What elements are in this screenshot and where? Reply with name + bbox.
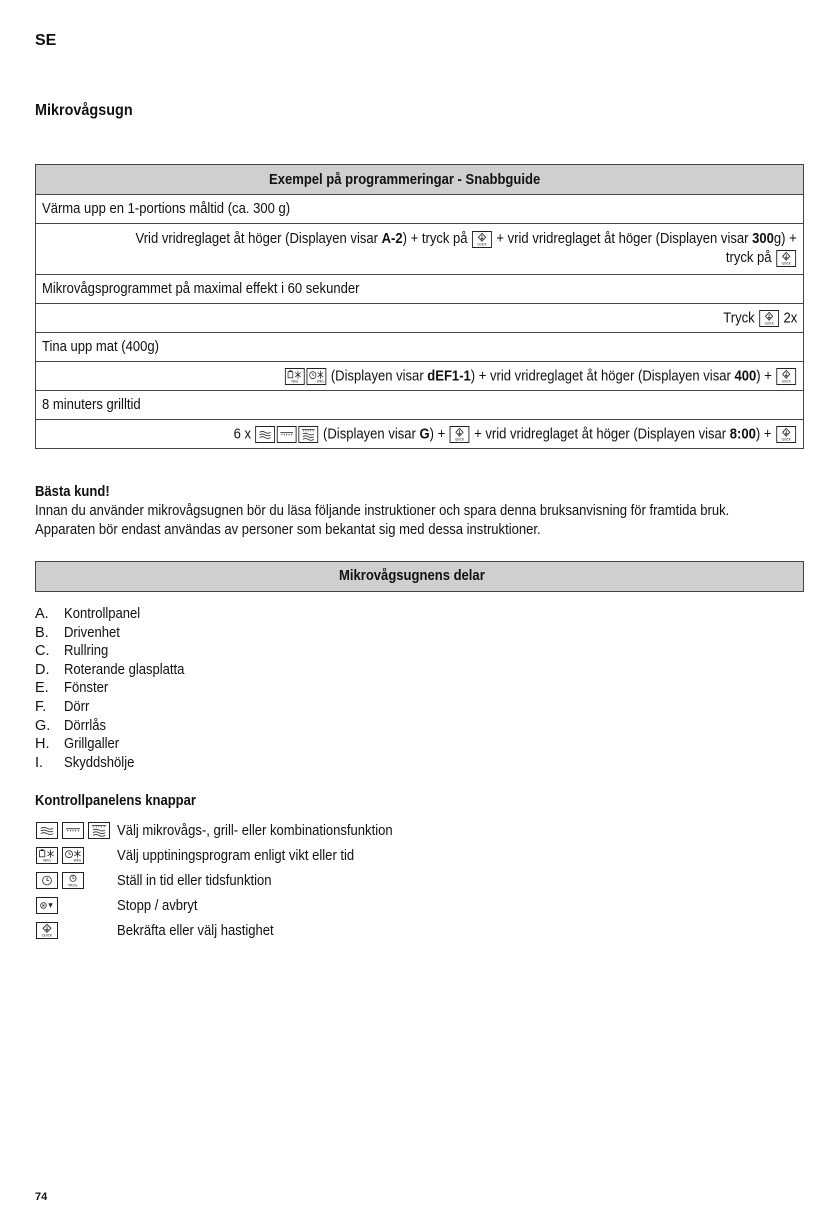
quick-guide-table	[35, 164, 804, 449]
clock-icon	[36, 872, 58, 889]
defrost-time-icon	[306, 368, 326, 385]
quick-start-icon	[776, 250, 796, 267]
list-item: B. Drivenhet	[35, 624, 120, 641]
program-icon	[62, 872, 84, 889]
button-description: Bekräfta eller välj hastighet	[117, 922, 274, 939]
quick-guide-title: Exempel på programmeringar - Snabbguide	[36, 165, 804, 195]
button-description: Välj mikrovågs-, grill- eller kombinationsfunktion	[117, 822, 393, 839]
table-row	[36, 333, 804, 362]
defrost-weight-icon	[36, 847, 58, 864]
table-row	[36, 275, 804, 304]
quick-start-icon	[759, 310, 779, 327]
language-code: SE	[35, 32, 57, 49]
row-label: Värma upp en 1-portions måltid (ca. 300 g)	[36, 195, 804, 224]
buttons-list	[35, 818, 423, 943]
quick-label: QUICK	[781, 437, 791, 442]
intro-text-line: Apparaten bör endast användas av personer som bekantat sig med dessa instruktioner.	[35, 522, 541, 538]
quick-label: QUICK	[455, 437, 465, 442]
page-title: Mikrovågsugn	[35, 102, 133, 119]
button-description: Välj upptiningsprogram enligt vikt eller tid	[117, 847, 355, 864]
microwave-icon	[36, 822, 58, 839]
intro-heading: Bästa kund!	[35, 484, 110, 500]
row-label: Mikrovågsprogrammet på maximal effekt i 60 sekunder	[36, 275, 804, 304]
microwave-icon	[256, 426, 276, 443]
list-item	[35, 918, 423, 943]
weight-label: WKG	[316, 379, 324, 384]
list-item: F. Dörr	[35, 698, 90, 715]
table-row	[36, 420, 804, 449]
intro-section	[35, 483, 806, 540]
button-description: Stopp / avbryt	[117, 897, 198, 914]
weight-label: WKG	[73, 858, 82, 863]
row-action: Tryck QUICK 2x	[36, 304, 804, 333]
list-item	[35, 893, 423, 918]
list-item: I. Skyddshölje	[35, 754, 135, 771]
table-row	[36, 391, 804, 420]
list-item: E. Fönster	[35, 680, 109, 697]
list-item	[35, 818, 423, 843]
combi-icon	[88, 822, 110, 839]
defrost-time-icon	[62, 847, 84, 864]
quick-label: QUICK	[42, 933, 52, 938]
prog-label: PROG	[68, 883, 78, 888]
table-row	[36, 224, 804, 275]
row-label: 8 minuters grilltid	[36, 391, 804, 420]
weight-label: WKG	[291, 379, 299, 384]
quick-label: QUICK	[764, 321, 774, 326]
list-item: H. Grillgaller	[35, 736, 120, 753]
buttons-title: Kontrollpanelens knappar	[35, 793, 196, 809]
quick-start-icon	[36, 922, 58, 939]
list-item	[35, 868, 423, 893]
list-item: C. Rullring	[35, 643, 109, 660]
page-number: 74	[35, 1191, 48, 1203]
row-action: Vrid vridreglaget åt höger (Displayen visar A-2) + tryck på QUICK + vrid vridreglaget åt höger (Displayen visar 300g) + tryck på QUICK	[36, 224, 804, 275]
defrost-weight-icon	[285, 368, 305, 385]
quick-start-icon	[776, 426, 796, 443]
quick-label: QUICK	[781, 379, 791, 384]
row-action: WKG WKG (Displayen visar dEF1-1) + vrid vridreglaget åt höger (Displayen visar 400) + QUICK	[36, 362, 804, 391]
quick-label: QUICK	[477, 242, 487, 247]
weight-label: WKG	[43, 858, 51, 863]
button-description: Ställ in tid eller tidsfunktion	[117, 872, 272, 889]
stop-icon	[36, 897, 58, 914]
quick-label: QUICK	[781, 261, 791, 266]
quick-guide-header	[36, 165, 804, 195]
grill-icon	[62, 822, 84, 839]
table-row	[36, 195, 804, 224]
parts-list	[35, 605, 198, 772]
quick-start-icon	[776, 368, 796, 385]
intro-text-line: Innan du använder mikrovågsugnen bör du läsa följande instruktioner och spara denna bruksanvisning för framtida bruk.	[35, 503, 730, 519]
table-row	[36, 362, 804, 391]
list-item: A. Kontrollpanel	[35, 606, 141, 622]
list-item: G. Dörrlås	[35, 717, 107, 734]
quick-start-icon	[472, 231, 492, 248]
table-row	[36, 304, 804, 333]
parts-header: Mikrovågsugnens delar	[35, 561, 804, 592]
grill-icon	[277, 426, 297, 443]
combi-icon	[299, 426, 319, 443]
quick-start-icon	[450, 426, 470, 443]
row-label: Tina upp mat (400g)	[36, 333, 804, 362]
list-item: D. Roterande glasplatta	[35, 661, 185, 678]
list-item	[35, 843, 423, 868]
row-action: 6 x (Displayen visar G) + QUICK + vrid vridreglaget åt höger (Displayen visar 8:00) + QUICK	[36, 420, 804, 449]
